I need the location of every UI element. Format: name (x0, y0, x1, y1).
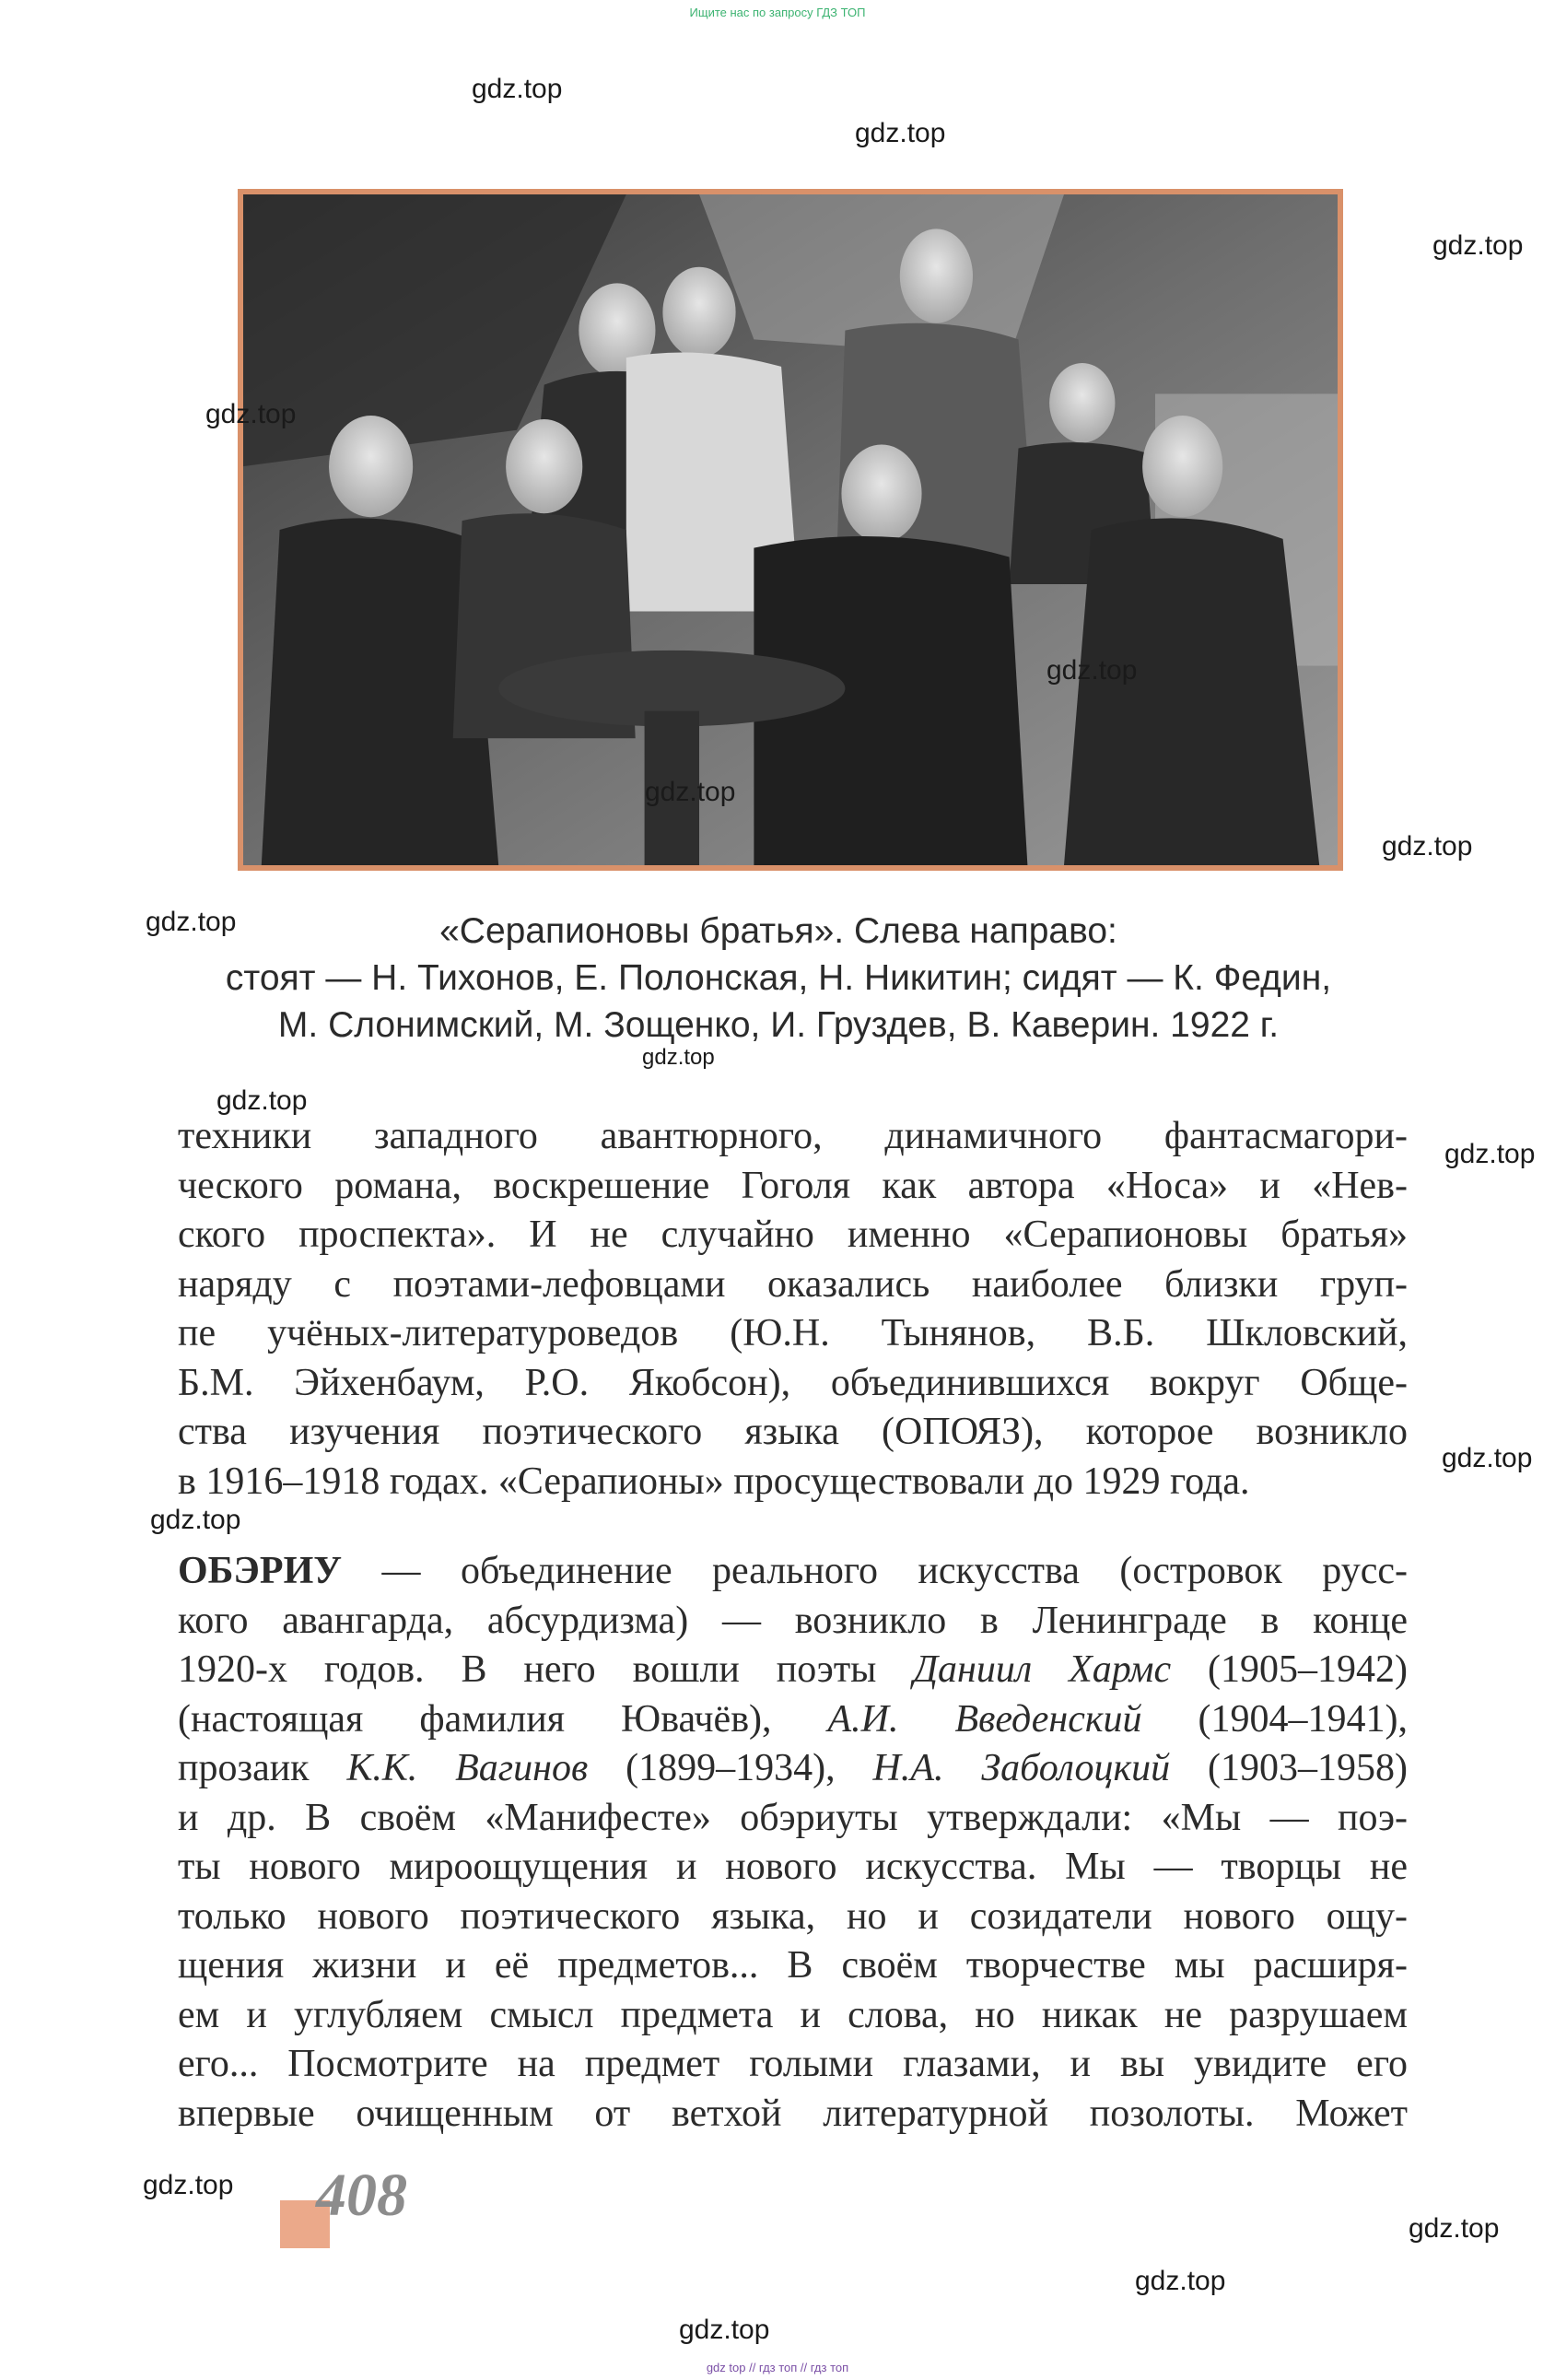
text-line: только нового поэтического языка, но и созидатели нового ощу- (178, 1894, 1408, 1938)
text-line: пе учёных-литературоведов (Ю.Н. Тынянов, В.Б. Шкловский, (178, 1312, 1408, 1354)
text-line: наряду с поэтами-лефовцами оказались наиболее близки груп- (178, 1262, 1408, 1306)
text-line: (настоящая фамилия Ювачёв), А.И. Введенский (1904–1941), (178, 1697, 1408, 1741)
text-line: его... Посмотрите на предмет голыми глазами, и вы увидите его (178, 2043, 1408, 2085)
watermark: gdz.top (1444, 1139, 1536, 1169)
caption-line: М. Слонимский, М. Зощенко, И. Груздев, В. Каверин. 1922 г. (277, 1005, 1280, 1045)
watermark: gdz.top (143, 2170, 234, 2200)
text-line: ты нового мироощущения и нового искусства. Мы — творцы не (178, 1846, 1408, 1888)
page-number: 408 (316, 2162, 407, 2229)
name-kharms: Даниил Хармс (913, 1648, 1172, 1691)
watermark: gdz.top (855, 118, 946, 148)
name-zabolotsky: Н.А. Заболоцкий (872, 1747, 1171, 1789)
text-line: прозаик К.К. Вагинов (1899–1934), Н.А. Заболоцкий (1903–1958) (178, 1747, 1408, 1789)
watermark: gdz.top (1409, 2213, 1500, 2244)
watermark: gdz.top (216, 1085, 308, 1116)
text-line: щения жизни и её предметов... В своём творчестве мы расширя- (178, 1944, 1408, 1987)
watermark: gdz.top (1135, 2266, 1226, 2296)
term-oberiu: ОБЭРИУ (178, 1550, 343, 1592)
watermark: gdz.top (1046, 655, 1138, 686)
caption-line: «Серапионовы братья». Слева направо: (439, 911, 1117, 951)
group-photo-image (243, 194, 1338, 865)
watermark: gdz.top (150, 1505, 241, 1535)
paragraph-serapions (178, 1112, 1408, 1507)
text-line: ОБЭРИУ — объединение реального искусства (островок русс- (178, 1550, 1408, 1592)
text-line: в 1916–1918 годах. «Серапионы» просуществовали до 1929 года. (178, 1460, 1250, 1503)
watermark: gdz.top (1432, 230, 1524, 261)
group-photo (238, 189, 1343, 871)
watermark: gdz.top (679, 2315, 770, 2345)
bottom-banner: gdz top // гдз топ // гдз топ (706, 2361, 849, 2374)
text-line: техники западного авантюрного, динамичного фантасмагори- (178, 1115, 1408, 1157)
watermark: gdz.top (645, 777, 736, 807)
name-vaginov: К.К. Вагинов (346, 1747, 589, 1789)
watermark: gdz.top (472, 74, 563, 104)
watermark: gdz.top (642, 1045, 715, 1070)
watermark: gdz.top (1442, 1443, 1533, 1473)
text-line: ческого романа, воскрешение Гоголя как автора «Носа» и «Нев- (178, 1164, 1408, 1207)
text-line: ства изучения поэтического языка (ОПОЯЗ), которое возникло (178, 1411, 1408, 1453)
text-line: впервые очищенным от ветхой литературной позолоты. Может (178, 2092, 1408, 2135)
text-line: и др. В своём «Манифесте» обэриуты утверждали: «Мы — поэ- (178, 1796, 1408, 1839)
caption-line: стоят — Н. Тихонов, Е. Полонская, Н. Никитин; сидят — К. Федин, (225, 958, 1332, 998)
text-line: Б.М. Эйхенбаум, Р.О. Якобсон), объединившихся вокруг Обще- (178, 1361, 1408, 1404)
top-banner: Ищите нас по запросу ГДЗ ТОП (689, 6, 866, 19)
name-vvedensky: А.И. Введенский (827, 1697, 1142, 1741)
watermark: gdz.top (146, 907, 237, 937)
text-line: 1920-х годов. В него вошли поэты Даниил Хармс (1905–1942) (178, 1648, 1408, 1691)
paragraph-oberiu (178, 1547, 1408, 2139)
text-line: ского проспекта». И не случайно именно «Серапионовы братья» (178, 1213, 1408, 1256)
watermark: gdz.top (205, 399, 297, 429)
text-line: кого авангарда, абсурдизма) — возникло в Ленинграде в конце (178, 1599, 1408, 1642)
photo-caption (184, 908, 1373, 1049)
text-line: ем и углубляем смысл предмета и слова, но никак не разрушаем (178, 1993, 1408, 2036)
watermark: gdz.top (1382, 831, 1473, 862)
